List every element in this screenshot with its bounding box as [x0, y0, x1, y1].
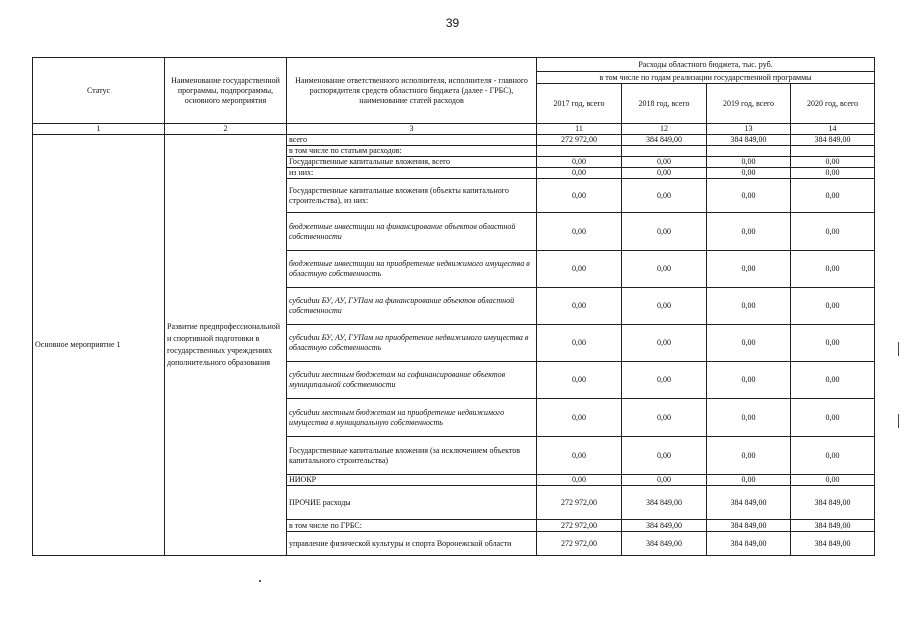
value-2020: 0,00	[791, 437, 875, 475]
row-label: субсидии местным бюджетам на приобретение недвижимого имущества в муниципальную собственность	[287, 399, 537, 437]
value-2017: 0,00	[537, 179, 622, 213]
header-years-subtitle: в том числе по годам реализации государственной программы	[537, 72, 875, 84]
value-2020: 384 849,00	[791, 532, 875, 556]
header-year-2019: 2019 год, всего	[707, 84, 791, 124]
value-2019: 0,00	[707, 399, 791, 437]
value-2017: 0,00	[537, 168, 622, 179]
value-2017: 272 972,00	[537, 486, 622, 520]
header-year-2017: 2017 год, всего	[537, 84, 622, 124]
value-2019: 0,00	[707, 179, 791, 213]
col-number: 11	[537, 124, 622, 135]
budget-table	[32, 57, 875, 556]
row-label: субсидии местным бюджетам на софинансирование объектов муниципальной собственности	[287, 362, 537, 399]
scan-edge-mark	[898, 414, 899, 428]
value-2020: 0,00	[791, 251, 875, 288]
row-label: в том числе по статьям расходов:	[287, 146, 537, 157]
value-2018: 0,00	[622, 475, 707, 486]
value-2019: 0,00	[707, 168, 791, 179]
value-2019: 0,00	[707, 475, 791, 486]
value-2020: 0,00	[791, 325, 875, 362]
scan-speck	[259, 580, 261, 582]
value-2020: 384 849,00	[791, 486, 875, 520]
value-2019: 0,00	[707, 325, 791, 362]
value-2019: 0,00	[707, 288, 791, 325]
value-2019	[707, 146, 791, 157]
row-label: НИОКР	[287, 475, 537, 486]
value-2018: 0,00	[622, 251, 707, 288]
value-2019: 384 849,00	[707, 135, 791, 146]
header-status: Статус	[33, 58, 165, 124]
value-2018: 384 849,00	[622, 135, 707, 146]
value-2017: 0,00	[537, 251, 622, 288]
col-number: 13	[707, 124, 791, 135]
value-2017: 0,00	[537, 362, 622, 399]
value-2020: 384 849,00	[791, 135, 875, 146]
row-label: управление физической культуры и спорта Воронежской области	[287, 532, 537, 556]
value-2018: 0,00	[622, 362, 707, 399]
table-row	[33, 135, 875, 146]
value-2018: 384 849,00	[622, 486, 707, 520]
row-label: Государственные капитальные вложения (за исключением объектов капитального строительства)	[287, 437, 537, 475]
value-2017	[537, 146, 622, 157]
value-2018: 384 849,00	[622, 520, 707, 532]
value-2019: 0,00	[707, 437, 791, 475]
value-2017: 272 972,00	[537, 135, 622, 146]
value-2018: 0,00	[622, 213, 707, 251]
row-label: Государственные капитальные вложения (объекты капитального строительства), из них:	[287, 179, 537, 213]
value-2020: 384 849,00	[791, 520, 875, 532]
row-label: Государственные капитальные вложения, всего	[287, 157, 537, 168]
value-2020: 0,00	[791, 157, 875, 168]
page-number: 39	[445, 16, 460, 30]
col-number: 3	[287, 124, 537, 135]
value-2019: 0,00	[707, 157, 791, 168]
value-2017: 0,00	[537, 399, 622, 437]
value-2017: 0,00	[537, 157, 622, 168]
row-label: бюджетные инвестиции на финансирование объектов областной собственности	[287, 213, 537, 251]
header-row-1	[33, 58, 875, 72]
header-year-2018: 2018 год, всего	[622, 84, 707, 124]
value-2018: 0,00	[622, 325, 707, 362]
value-2019: 0,00	[707, 362, 791, 399]
value-2018: 0,00	[622, 399, 707, 437]
col-number: 1	[33, 124, 165, 135]
value-2018: 0,00	[622, 288, 707, 325]
value-2017: 0,00	[537, 475, 622, 486]
value-2019: 384 849,00	[707, 532, 791, 556]
header-year-2020: 2020 год, всего	[791, 84, 875, 124]
value-2020: 0,00	[791, 213, 875, 251]
col-number: 2	[165, 124, 287, 135]
row-label: субсидии БУ, АУ, ГУПам на приобретение недвижимого имущества в областную собственность	[287, 325, 537, 362]
col-number: 14	[791, 124, 875, 135]
value-2018: 0,00	[622, 437, 707, 475]
value-2017: 0,00	[537, 437, 622, 475]
value-2017: 272 972,00	[537, 520, 622, 532]
value-2018: 0,00	[622, 157, 707, 168]
value-2017: 272 972,00	[537, 532, 622, 556]
program-name-cell: Развитие предпрофессиональной и спортивной подготовки в государственных учреждениях дополнительного образования	[165, 135, 287, 556]
value-2020	[791, 146, 875, 157]
row-label: субсидии БУ, АУ, ГУПам на финансирование объектов областной собственности	[287, 288, 537, 325]
value-2020: 0,00	[791, 168, 875, 179]
header-budget-title: Расходы областного бюджета, тыс. руб.	[537, 58, 875, 72]
value-2018	[622, 146, 707, 157]
value-2020: 0,00	[791, 475, 875, 486]
header-executor: Наименование ответственного исполнителя, исполнителя - главного распорядителя средств областного бюджета (далее - ГРБС), наименование статей расходов	[287, 58, 537, 124]
value-2019: 0,00	[707, 251, 791, 288]
value-2017: 0,00	[537, 325, 622, 362]
status-cell: Основное мероприятие 1	[33, 135, 165, 556]
value-2020: 0,00	[791, 288, 875, 325]
row-label: бюджетные инвестиции на приобретение недвижимого имущества в областную собственность	[287, 251, 537, 288]
column-number-row	[33, 124, 875, 135]
scan-edge-mark	[898, 342, 899, 356]
value-2019: 384 849,00	[707, 486, 791, 520]
row-label: ПРОЧИЕ расходы	[287, 486, 537, 520]
value-2020: 0,00	[791, 362, 875, 399]
value-2017: 0,00	[537, 288, 622, 325]
value-2020: 0,00	[791, 399, 875, 437]
value-2020: 0,00	[791, 179, 875, 213]
header-name: Наименование государственной программы, подпрограммы, основного мероприятия	[165, 58, 287, 124]
value-2018: 384 849,00	[622, 532, 707, 556]
col-number: 12	[622, 124, 707, 135]
value-2018: 0,00	[622, 179, 707, 213]
value-2019: 384 849,00	[707, 520, 791, 532]
row-label: всего	[287, 135, 537, 146]
row-label: из них:	[287, 168, 537, 179]
value-2019: 0,00	[707, 213, 791, 251]
row-label: в том числе по ГРБС:	[287, 520, 537, 532]
value-2018: 0,00	[622, 168, 707, 179]
value-2017: 0,00	[537, 213, 622, 251]
